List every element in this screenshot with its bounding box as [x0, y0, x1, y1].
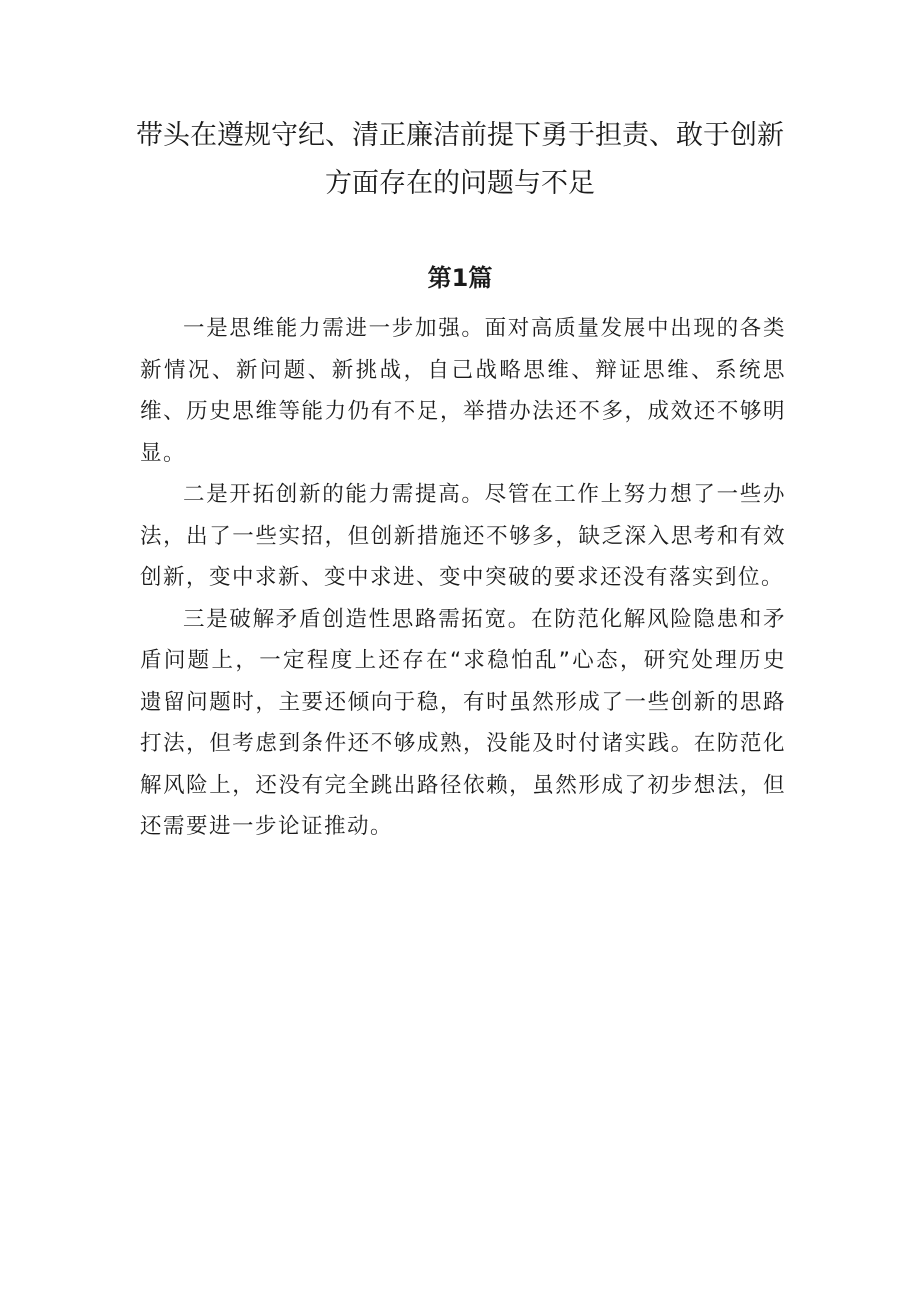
paragraph-2: 二是开拓创新的能力需提高。尽管在工作上努力想了一些办法，出了一些实招，但创新措施还不够多，缺乏深入思考和有效创新，变中求新、变中求进、变中突破的要求还没有落实到位。	[140, 482, 786, 590]
document-title: 带头在遵规守纪、清正廉洁前提下勇于担责、敢于创新方面存在的问题与不足	[136, 120, 784, 199]
paragraph-1: 一是思维能力需进一步加强。面对高质量发展中出现的各类新情况、新问题、新挑战，自己战略思维、辩证思维、系统思维、历史思维等能力仍有不足，举措办法还不多，成效还不够明显。	[140, 316, 786, 466]
paragraph-3: 三是破解矛盾创造性思路需拓宽。在防范化解风险隐患和矛盾问题上，一定程度上还存在“求稳怕乱”心态，研究处理历史遗留问题时，主要还倾向于稳，有时虽然形成了一些创新的思路打法，但考虑到条件还不够成熟，没能及时付诸实践。在防范化解风险上，还没有完全跳出路径依赖，虽然形成了初步想法，但还需要进一步论证推动。	[140, 606, 786, 839]
section-heading: 第1篇	[427, 264, 493, 292]
document-body	[140, 308, 786, 848]
